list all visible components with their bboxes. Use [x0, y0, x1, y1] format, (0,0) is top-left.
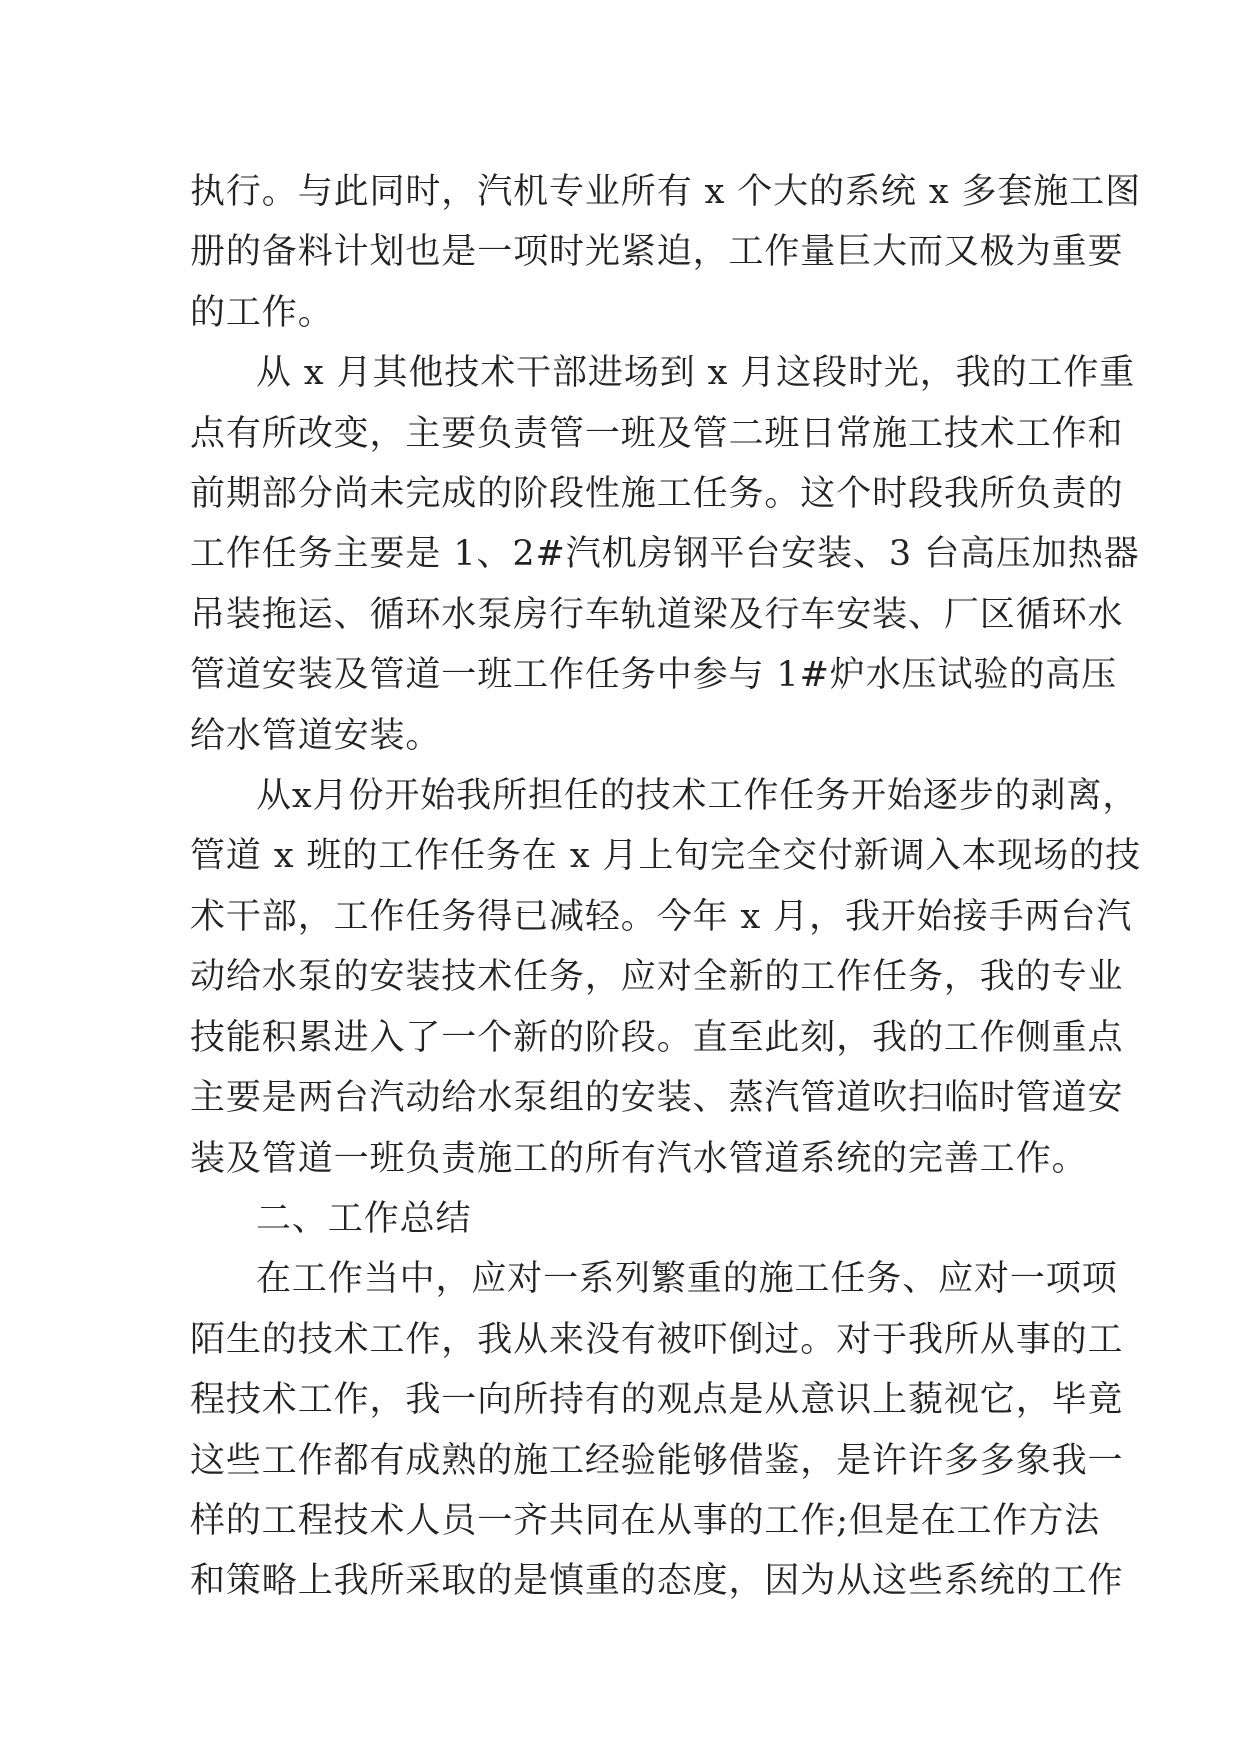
text-line: 前期部分尚未完成的阶段性施工任务。这个时段我所负责的: [190, 474, 1124, 515]
paragraph-continuation: [190, 162, 1141, 343]
text-line: 从 x 月其他技术干部进场到 x 月这段时光，我的工作重: [256, 353, 1136, 394]
text-line: 册的备料计划也是一项时光紧迫，工作量巨大而又极为重要: [190, 232, 1124, 273]
text-line: 点有所改变，主要负责管一班及管二班日常施工技术工作和: [190, 413, 1124, 454]
paragraph-task-transfer: [190, 766, 1141, 1189]
text-line: 陌生的技术工作，我从来没有被吓倒过。对于我所从事的工: [190, 1319, 1124, 1360]
text-line: 吊装拖运、循环水泵房行车轨道梁及行车安装、厂区循环水: [190, 594, 1124, 635]
section-heading: [190, 1189, 1070, 1249]
text-line: 和策略上我所采取的是慎重的态度，因为从这些系统的工作: [190, 1561, 1124, 1602]
text-line: 执行。与此同时，汽机专业所有 x 个大的系统 x 多套施工图: [190, 172, 1141, 212]
text-line: 这些工作都有成熟的施工经验能够借鉴，是许许多多象我一: [190, 1440, 1124, 1481]
text-line: 术干部，工作任务得已减轻。今年 x 月，我开始接手两台汽: [190, 896, 1133, 937]
text-line: 技能积累进入了一个新的阶段。直至此刻，我的工作侧重点: [190, 1017, 1124, 1058]
text-line: 工作任务主要是 1、2#汽机房钢平台安装、3 台高压加热器: [190, 534, 1140, 575]
text-line: 的工作。: [190, 292, 334, 333]
text-line: 管道 x 班的工作任务在 x 月上旬完全交付新调入本现场的技: [190, 836, 1141, 877]
heading-line: 二、工作总结: [256, 1198, 472, 1239]
text-line: 样的工程技术人员一齐共同在从事的工作;但是在工作方法: [190, 1500, 1101, 1541]
document-body: [190, 162, 1141, 1612]
text-line: 主要是两台汽动给水泵组的安装、蒸汽管道吹扫临时管道安: [190, 1078, 1124, 1119]
paragraph-work-change: [190, 343, 1140, 766]
paragraph-summary: [190, 1249, 1124, 1611]
text-line: 给水管道安装。: [190, 715, 442, 756]
text-line: 程技术工作，我一向所持有的观点是从意识上藐视它，毕竟: [190, 1380, 1124, 1421]
text-line: 在工作当中，应对一系列繁重的施工任务、应对一项项: [256, 1259, 1118, 1300]
text-line: 动给水泵的安装技术任务，应对全新的工作任务，我的专业: [190, 957, 1124, 998]
text-line: 装及管道一班负责施工的所有汽水管道系统的完善工作。: [190, 1138, 1088, 1179]
text-line: 管道安装及管道一班工作任务中参与 1#炉水压试验的高压: [190, 655, 1118, 696]
text-line: 从x月份开始我所担任的技术工作任务开始逐步的剥离，: [256, 776, 1139, 817]
